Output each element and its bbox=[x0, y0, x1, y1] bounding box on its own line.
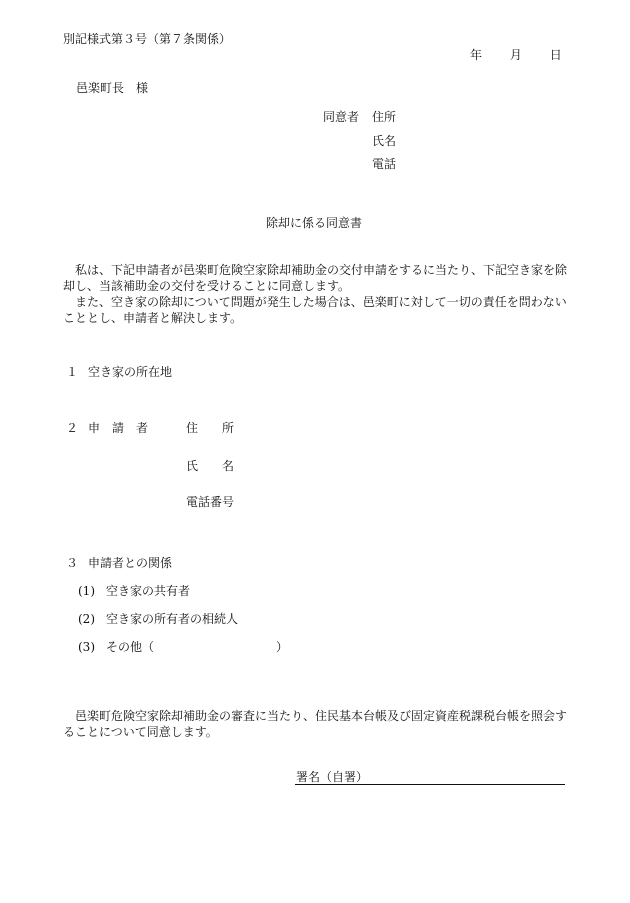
addressee: 邑楽町長 様 bbox=[76, 81, 149, 95]
footer-consent-text: 邑楽町危険空家除却補助金の審査に当たり、住民基本台帳及び固定資産税課税台帳を照会することについて同意します。 bbox=[63, 709, 568, 739]
consenter-address-label: 住所 bbox=[372, 110, 397, 124]
item1-number: １ bbox=[66, 365, 79, 379]
signature-line bbox=[295, 784, 565, 785]
consenter-name-label: 氏名 bbox=[372, 134, 397, 148]
applicant-phone-label: 電話番号 bbox=[186, 495, 235, 509]
applicant-name-label: 氏 名 bbox=[186, 459, 235, 473]
date-month-label: 月 bbox=[509, 48, 522, 62]
signature-label: 署名（自署） bbox=[296, 770, 369, 784]
body-paragraph-2: また、空き家の除却について問題が発生した場合は、邑楽町に対して一切の責任を問わないこととし、申請者と解決します。 bbox=[63, 295, 567, 325]
item2-label: 申 請 者 bbox=[88, 421, 149, 435]
date-year-label: 年 bbox=[470, 48, 483, 62]
option-2-number: (2) bbox=[78, 612, 95, 626]
consenter-label: 同意者 bbox=[323, 110, 360, 124]
item3-number: ３ bbox=[66, 556, 79, 570]
document-title: 除却に係る同意書 bbox=[266, 216, 363, 230]
option-3-number: (3) bbox=[78, 640, 95, 654]
applicant-address-label: 住 所 bbox=[186, 421, 235, 435]
item1-label: 空き家の所在地 bbox=[88, 365, 173, 379]
date-day-label: 日 bbox=[549, 48, 562, 62]
body-paragraph-1: 私は、下記申請者が邑楽町危険空家除却補助金の交付申請をするに当たり、下記空き家を除却し、当該補助金の交付を受けることに同意します。 bbox=[63, 263, 568, 293]
item2-number: ２ bbox=[66, 421, 79, 435]
option-2-text: 空き家の所有者の相続人 bbox=[106, 612, 239, 626]
item3-label: 申請者との関係 bbox=[88, 556, 173, 570]
date-line bbox=[470, 47, 562, 63]
consent-body bbox=[63, 262, 569, 326]
option-1-text: 空き家の共有者 bbox=[106, 584, 191, 598]
option-3-text: その他（ bbox=[106, 640, 155, 654]
form-number: 別記様式第３号（第７条関係） bbox=[63, 32, 232, 46]
footer-consent bbox=[63, 708, 569, 740]
option-1-number: (1) bbox=[78, 584, 95, 598]
consenter-phone-label: 電話 bbox=[372, 157, 397, 171]
option-3-close-paren: ） bbox=[276, 640, 289, 654]
